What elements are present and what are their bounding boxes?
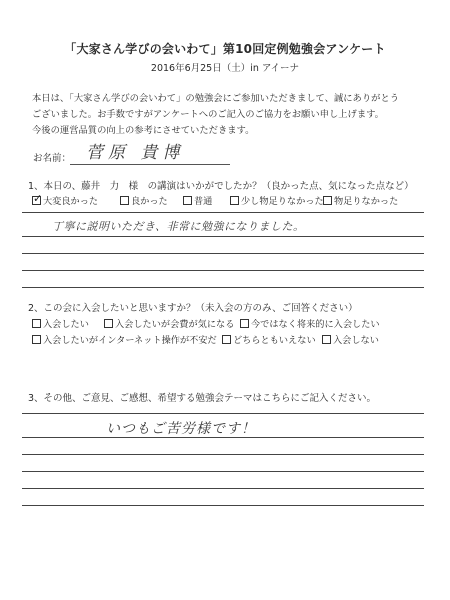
q1-handwritten-answer: 丁寧に説明いただき、非常に勉強になりました。 — [52, 220, 305, 233]
q2-option-join[interactable] — [32, 316, 89, 330]
option-label: 物足りなかった — [334, 196, 399, 207]
check-mark-icon: ✓ — [33, 192, 43, 205]
option-label: 少し物足りなかった — [241, 196, 324, 207]
checkbox[interactable] — [32, 335, 41, 344]
option-label: 普通 — [194, 196, 213, 207]
name-label: お名前： — [33, 153, 72, 164]
q2-option-join-later[interactable] — [240, 316, 380, 330]
answer-line — [22, 413, 424, 414]
option-label: どちらともいえない — [233, 335, 316, 346]
option-label: 大変良かった — [43, 196, 99, 207]
answer-line — [22, 236, 424, 237]
survey-title: 「大家さん学びの会いわて」第10回定例勉強会アンケート — [64, 42, 386, 56]
name-handwritten: 菅原 貴博 — [86, 143, 185, 163]
q3-handwritten-answer: いつもご苦労様です！ — [106, 421, 256, 437]
checkbox[interactable] — [183, 196, 192, 205]
q2-option-join-internet-concern[interactable] — [32, 332, 217, 346]
q2-option-join-fee-concern[interactable] — [104, 316, 234, 330]
answer-line — [22, 437, 424, 438]
checkbox[interactable] — [120, 196, 129, 205]
answer-line — [22, 454, 424, 455]
option-label: 良かった — [131, 196, 168, 207]
q1-option-lacking[interactable] — [323, 193, 398, 207]
answer-line — [22, 253, 424, 254]
option-label: 入会したいが会費が気になる — [115, 319, 235, 330]
checkbox[interactable] — [323, 196, 332, 205]
option-label: 入会したい — [43, 319, 89, 330]
checkbox[interactable] — [104, 319, 113, 328]
answer-line — [22, 270, 424, 271]
checkbox[interactable] — [240, 319, 249, 328]
checkbox[interactable] — [322, 335, 331, 344]
option-label: 入会したいがインターネット操作が不安だ — [43, 335, 217, 346]
q1-option-slightly-lacking[interactable] — [230, 193, 324, 207]
q1-option-normal[interactable] — [183, 193, 212, 207]
answer-line — [22, 471, 424, 472]
q2-option-no-join[interactable] — [322, 332, 379, 346]
name-underline — [70, 164, 230, 165]
answer-line — [22, 488, 424, 489]
q1-option-very-good[interactable] — [32, 193, 98, 207]
q2-option-undecided[interactable] — [222, 332, 316, 346]
intro-line-2: ございました。お手数ですがアンケートへのご記入のご協力をお願い申し上げます。 — [32, 109, 384, 120]
answer-line — [22, 212, 424, 213]
answer-line — [22, 287, 424, 288]
q2-question: 2、この会に入会したいと思いますか？（未入会の方のみ、ご回答ください） — [28, 303, 358, 314]
intro-line-3: 今後の運営品質の向上の参考にさせていただきます。 — [32, 125, 255, 136]
event-date: 2016年6月25日（土）in アイーナ — [150, 63, 300, 74]
q1-question: 1、本日の、藤井 力 様 の講演はいかがでしたか？（良かった点、気になった点など） — [28, 181, 414, 192]
q3-question: 3、その他、ご意見、ご感想、希望する勉強会テーマはこちらにご記入ください。 — [28, 393, 377, 404]
checkbox[interactable] — [230, 196, 239, 205]
q1-option-good[interactable] — [120, 193, 168, 207]
answer-line — [22, 505, 424, 506]
checkbox[interactable] — [32, 192, 43, 205]
option-label: 入会しない — [333, 335, 379, 346]
option-label: 今ではなく将来的に入会したい — [251, 319, 380, 330]
intro-line-1: 本日は、「大家さん学びの会いわて」の勉強会にご参加いただきまして、誠にありがとう — [32, 93, 400, 104]
checkbox[interactable] — [32, 319, 41, 328]
checkbox[interactable] — [222, 335, 231, 344]
